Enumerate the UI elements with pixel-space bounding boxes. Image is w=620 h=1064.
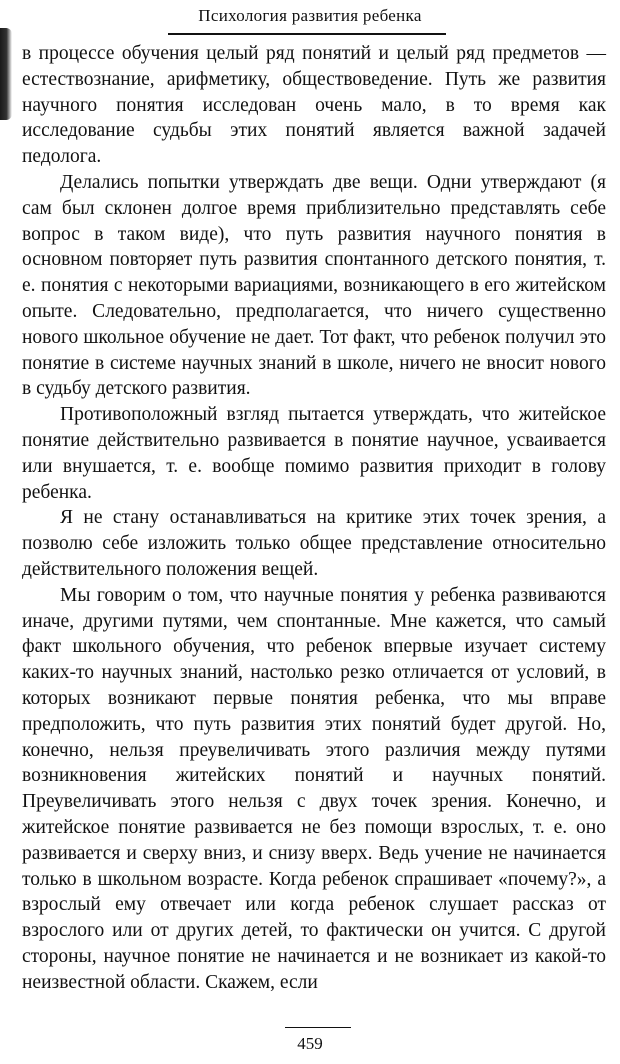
paragraph-3: Противоположный взгляд пытается утверждать, что житейское понятие действительно развивается в понятие научное, усваивается или внушается, т. е. вообще помимо развития приходит в голову ребенка. xyxy=(22,404,606,503)
body-text xyxy=(22,41,606,995)
page-spine-shadow xyxy=(0,28,12,120)
paragraph-4: Я не стану останавливаться на критике этих точек зрения, а позволю себе изложить только общее представление относительно действительного положения вещей. xyxy=(22,507,606,580)
footer-rule xyxy=(285,1027,351,1028)
running-head-rule xyxy=(168,33,446,35)
paragraph-2: Делались попытки утверждать две вещи. Одни утверждают (я сам был склонен долгое время приблизительно представлять себе вопрос в таком виде), что путь развития научного понятия в основном повторяет путь развития спонтанного детского понятия, т. е. понятия с некоторыми вариациями, возникающего в его житейском опыте. Следовательно, предполагается, что ничего существенно нового школьное обучение не дает. Тот факт, что ребенок получил это понятие в системе научных знаний в школе, ничего не вносит нового в судьбу детского развития. xyxy=(22,171,606,400)
paragraph-1: в процессе обучения целый ряд понятий и целый ряд предметов — естествознание, арифметику, обществоведение. Путь же развития научного понятия исследован очень мало, в то время как исследование судьбы этих понятий является важной задачей педолога. xyxy=(22,43,606,168)
running-head-title: Психология развития ребенка xyxy=(198,6,422,25)
paragraph-5: Мы говорим о том, что научные понятия у ребенка развиваются иначе, другими путями, чем спонтанные. Мне кажется, что самый факт школьного обучения, что ребенок впервые изучает систему каких-то научных знаний, настолько резко отличается от условий, в которых возникают первые понятия ребенка, что мы вправе предположить, что путь развития этих понятий будет другой. Но, конечно, нельзя преувеличивать этого различия между путями возникновения житейских понятий и научных понятий. Преувеличивать этого нельзя с двух точек зрения. Конечно, и житейское понятие развивается не без помощи взрослых, т. е. оно развивается и сверху вниз, и снизу вверх. Ведь учение не начинается только в школьном возрасте. Когда ребенок спрашивает «почему?», а взрослый ему отвечает или когда ребенок слушает рассказ от взрослого или от других детей, то фактически он учится. С другой стороны, научное понятие не начинается и не возникает из какой-то неизвестной области. Скажем, если xyxy=(22,584,606,993)
page-number: 459 xyxy=(297,1034,323,1053)
